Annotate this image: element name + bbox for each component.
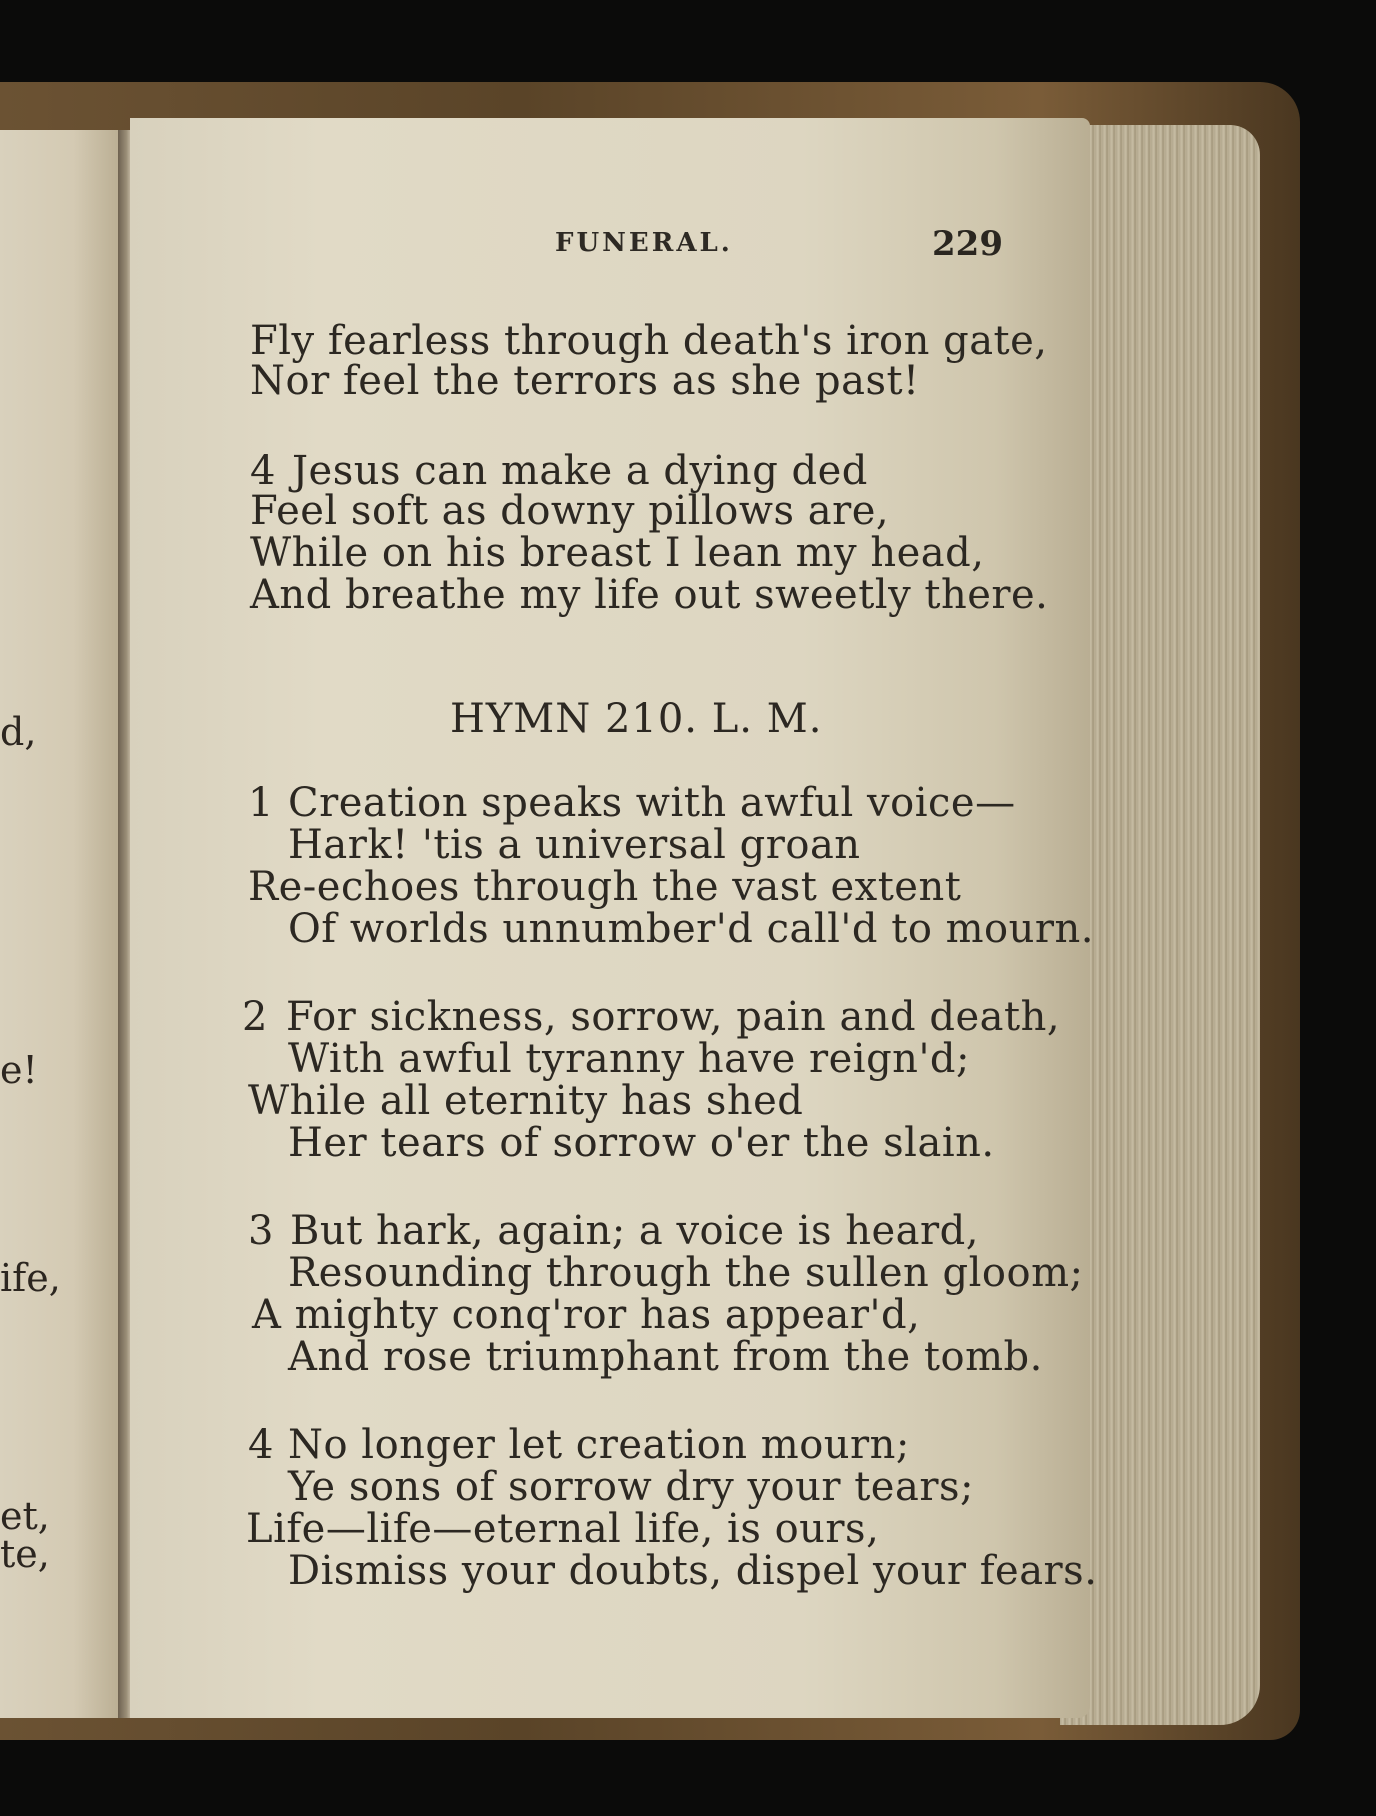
stanza-number: 2: [242, 994, 268, 1040]
running-head: FUNERAL.: [555, 228, 733, 258]
page-number: 229: [932, 224, 1003, 264]
verse-line: A mighty conq'ror has appear'd,: [252, 1292, 921, 1338]
verse-line: Nor feel the terrors as she past!: [250, 358, 920, 404]
hymn-title: HYMN 210. L. M.: [450, 696, 823, 742]
verse-line: Re-echoes through the vast extent: [248, 864, 962, 910]
verse-line: Fly fearless through death's iron gate,: [250, 318, 1048, 364]
verse-line: And rose triumphant from the tomb.: [288, 1334, 1043, 1380]
verse-line: And breathe my life out sweetly there.: [250, 572, 1049, 618]
verse-line: Dismiss your doubts, dispel your fears.: [288, 1548, 1098, 1594]
verse-line: While all eternity has shed: [248, 1078, 804, 1124]
stanza-number: 4: [250, 448, 276, 494]
verse-line: Feel soft as downy pillows are,: [250, 488, 890, 534]
stanza-number: 1: [248, 780, 274, 826]
left-page-fragment: et,: [0, 1494, 50, 1538]
verse-line: For sickness, sorrow, pain and death,: [286, 994, 1061, 1040]
verse-line: No longer let creation mourn;: [288, 1422, 910, 1468]
verse-line: Creation speaks with awful voice—: [288, 780, 1016, 826]
left-page-fragment: ife,: [0, 1256, 61, 1300]
left-page: [0, 130, 122, 1718]
verse-line: Hark! 'tis a universal groan: [288, 822, 861, 868]
stanza-number: 3: [248, 1208, 274, 1254]
verse-line: Of worlds unnumber'd call'd to mourn.: [288, 906, 1094, 952]
stanza-number: 4: [248, 1422, 274, 1468]
verse-line: Ye sons of sorrow dry your tears;: [288, 1464, 974, 1510]
verse-line: Jesus can make a dying ded: [292, 448, 868, 494]
left-page-fragment: d,: [0, 710, 37, 754]
verse-line: Her tears of sorrow o'er the slain.: [288, 1120, 995, 1166]
left-page-fragment: e!: [0, 1048, 38, 1092]
verse-line: With awful tyranny have reign'd;: [288, 1036, 971, 1082]
verse-line: While on his breast I lean my head,: [250, 530, 985, 576]
verse-line: Life—life—eternal life, is ours,: [246, 1506, 880, 1552]
verse-line: But hark, again; a voice is heard,: [290, 1208, 979, 1254]
verse-line: Resounding through the sullen gloom;: [288, 1250, 1084, 1296]
left-page-fragment: te,: [0, 1532, 50, 1576]
